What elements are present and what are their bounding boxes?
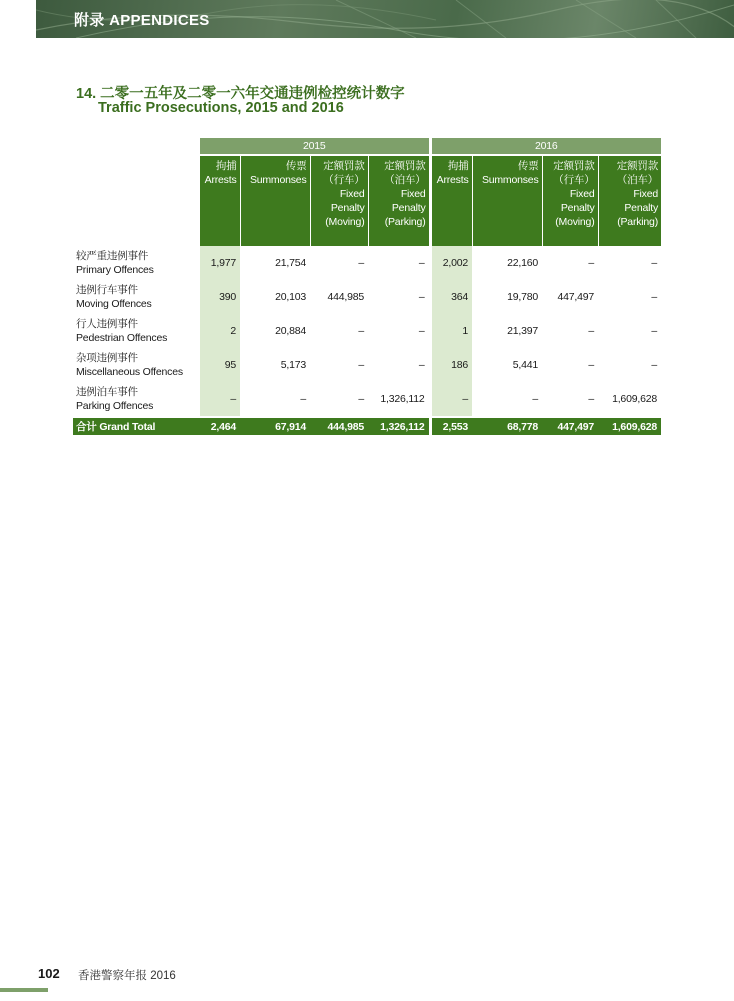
column-header [430, 155, 472, 246]
column-header-line: Fixed [400, 188, 426, 200]
column-header-line: Arrests [204, 174, 237, 186]
total-cell: 2,553 [430, 417, 472, 435]
column-header [310, 155, 368, 246]
column-header-row [73, 155, 661, 246]
traffic-prosecutions-table [73, 138, 661, 435]
table-cell: – [358, 359, 364, 371]
total-cell: 2,464 [200, 417, 240, 435]
table-cell: – [418, 257, 425, 269]
row-label [73, 382, 200, 417]
row-label-english: Miscellaneous Offences [76, 366, 183, 378]
column-header-line: Fixed [633, 188, 658, 200]
table-cell: 19,780 [507, 291, 538, 303]
column-header-line: 拘捕 [215, 160, 237, 172]
table-cell: – [532, 393, 538, 405]
column-header-line: 定额罚款 [553, 160, 595, 172]
table-cell: – [588, 325, 594, 337]
row-label-english: Moving Offences [76, 298, 152, 310]
section-label: 附录 APPENDICES [74, 12, 210, 29]
header-banner [36, 0, 734, 38]
column-header [200, 155, 240, 246]
table-cell: 2 [200, 314, 240, 348]
column-header-line: 拘捕 [447, 160, 469, 172]
table-cell: 21,397 [507, 325, 538, 337]
row-label [73, 314, 200, 348]
column-header [368, 155, 430, 246]
table-cell: – [358, 393, 364, 405]
column-header-line: 传票 [285, 160, 307, 172]
column-header-line: Penalty [560, 202, 595, 214]
table-cell: – [430, 382, 472, 417]
total-cell: 1,326,112 [368, 417, 430, 435]
table-cell: 447,497 [557, 291, 594, 303]
total-cell: 444,985 [310, 417, 368, 435]
column-header-line: （行车） [553, 174, 595, 186]
table-cell: – [200, 382, 240, 417]
table-row [73, 382, 661, 417]
table-title-english: Traffic Prosecutions, 2015 and 2016 [98, 100, 344, 116]
column-header-line: Penalty [624, 202, 658, 214]
year-2015-header: 2015 [200, 138, 430, 155]
column-header [240, 155, 310, 246]
table-cell: – [651, 291, 657, 303]
column-header-line: (Parking) [617, 216, 658, 228]
table-cell: 5,441 [512, 359, 538, 371]
column-header-line: 定额罚款 [616, 160, 658, 172]
row-label-chinese: 杂项违例事件 [76, 352, 138, 364]
row-label-english: Primary Offences [76, 264, 154, 276]
table-cell: 21,754 [275, 257, 306, 269]
column-header-line: (Parking) [384, 216, 426, 228]
year-2016-header: 2016 [430, 138, 661, 155]
table-cell: 20,103 [275, 291, 306, 303]
table-cell: – [418, 359, 425, 371]
column-header-line: Summonses [249, 174, 307, 186]
total-cell: 1,609,628 [598, 417, 661, 435]
column-header-line: (Moving) [555, 216, 595, 228]
table-cell: – [358, 325, 364, 337]
table-row [73, 246, 661, 280]
table-row [73, 348, 661, 382]
column-header-line: （泊车） [616, 174, 658, 186]
table-cell: – [300, 393, 306, 405]
row-label-chinese: 较严重违例事件 [76, 250, 149, 262]
column-header-line: (Moving) [325, 216, 365, 228]
column-header-line: （行车） [323, 174, 365, 186]
row-label-english: Parking Offences [76, 400, 154, 412]
column-header-line: 定额罚款 [323, 160, 365, 172]
column-header-line: Penalty [391, 202, 426, 214]
column-header-line: Fixed [339, 188, 365, 200]
row-label [73, 280, 200, 314]
table-cell: – [588, 257, 594, 269]
table-cell: – [651, 257, 657, 269]
total-row [73, 417, 661, 435]
table-cell: – [418, 291, 425, 303]
column-header-line: Penalty [330, 202, 365, 214]
table-body [73, 246, 661, 417]
table-cell: – [588, 359, 594, 371]
table-cell: 1 [430, 314, 472, 348]
table-cell: – [651, 325, 657, 337]
column-header-line: （泊车） [384, 174, 426, 186]
row-label-chinese: 违例泊车事件 [76, 386, 138, 398]
column-header-line: Summonses [481, 174, 539, 186]
total-cell: 68,778 [472, 417, 542, 435]
table-cell: 186 [430, 348, 472, 382]
column-header [472, 155, 542, 246]
table-row [73, 314, 661, 348]
total-cell: 447,497 [542, 417, 598, 435]
table-cell: – [358, 257, 364, 269]
column-header-line: 定额罚款 [384, 160, 426, 172]
column-header [598, 155, 661, 246]
table-cell: 22,160 [507, 257, 538, 269]
row-label-english: Pedestrian Offences [76, 332, 168, 344]
table-cell: – [418, 325, 425, 337]
table-cell: 444,985 [327, 291, 364, 303]
column-header-line: Fixed [569, 188, 595, 200]
footer-accent-bar [0, 988, 48, 992]
table-cell: 5,173 [280, 359, 306, 371]
table-cell: 1,609,628 [612, 393, 657, 405]
column-header-line: Arrests [436, 174, 469, 186]
table-cell: 95 [200, 348, 240, 382]
year-header-row [73, 138, 661, 155]
column-header-line: 传票 [517, 160, 539, 172]
total-cell: 67,914 [240, 417, 310, 435]
publication-title: 香港警察年报 2016 [78, 970, 176, 982]
table-cell: – [651, 359, 657, 371]
total-label: 合计 Grand Total [73, 417, 200, 435]
table-title-chinese: 14. 二零一五年及二零一六年交通违例检控统计数字 [76, 86, 405, 102]
page-number: 102 [38, 966, 60, 981]
table-cell: 20,884 [275, 325, 306, 337]
table-cell: 364 [430, 280, 472, 314]
table-cell: 2,002 [430, 246, 472, 280]
table-cell: – [588, 393, 594, 405]
row-label [73, 348, 200, 382]
table-row [73, 280, 661, 314]
column-header [542, 155, 598, 246]
table-cell: 390 [200, 280, 240, 314]
table-cell: 1,977 [200, 246, 240, 280]
row-label [73, 246, 200, 280]
table-cell: 1,326,112 [380, 393, 425, 405]
row-label-chinese: 违例行车事件 [76, 284, 138, 296]
row-label-chinese: 行人违例事件 [76, 318, 138, 330]
